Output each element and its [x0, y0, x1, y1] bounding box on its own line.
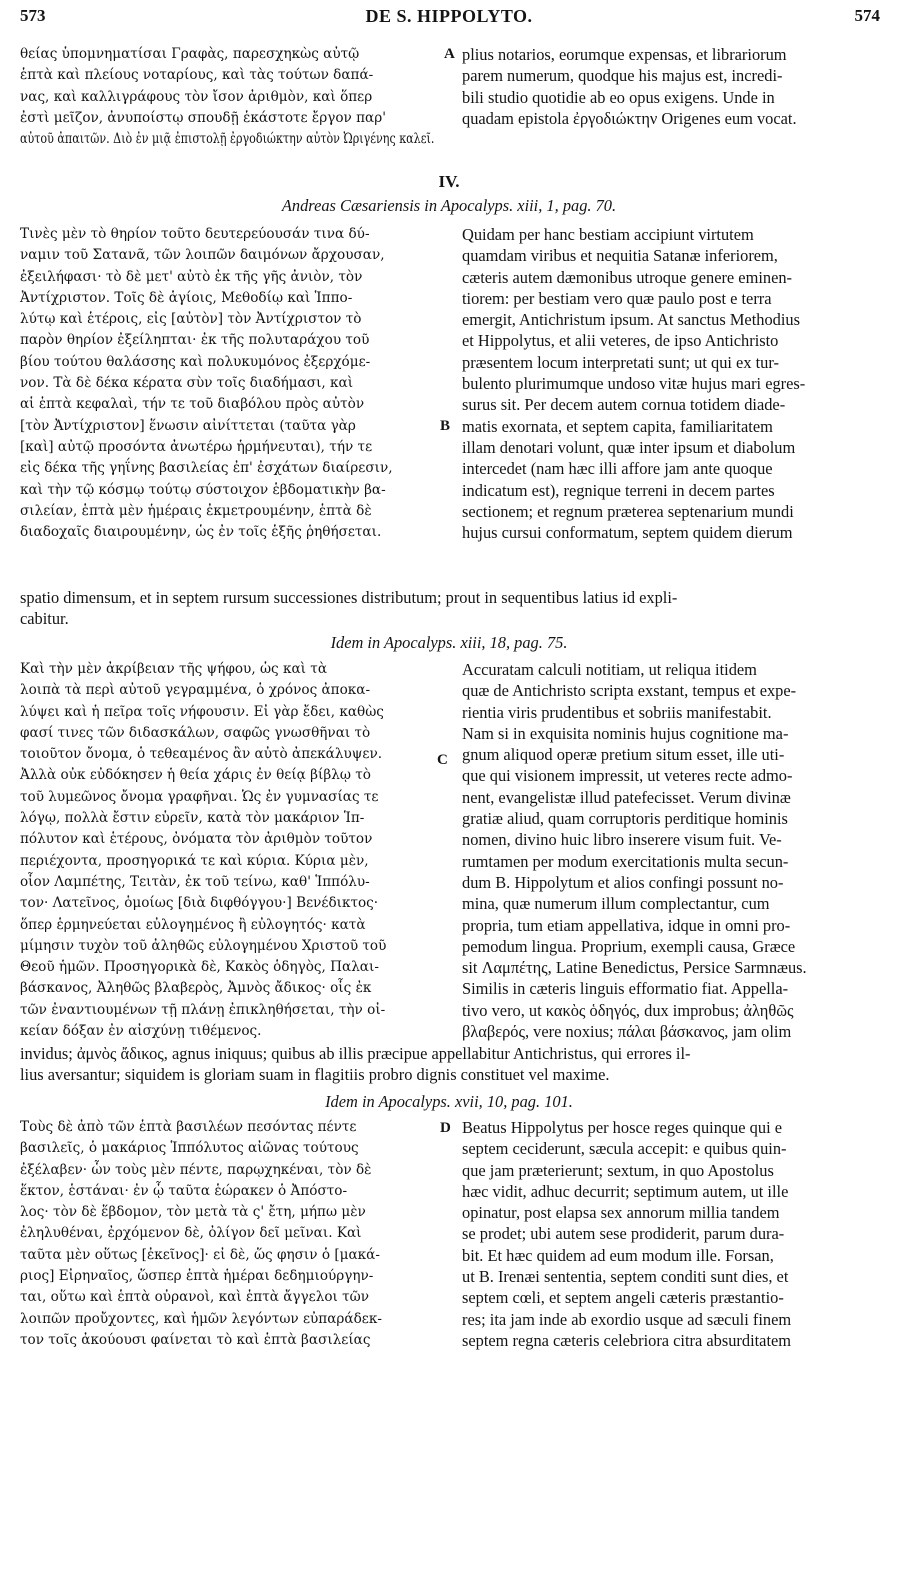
margin-letter-c: C — [437, 752, 448, 768]
greek-text-line: Θεοῦ ἡμῶν. Προσηγορικὰ δὲ, Κακὸς ὁδηγὸς, Παλαι- — [20, 959, 379, 976]
greek-text-line: [καὶ] αὐτῷ προσόντα ἀνωτέρω ἡρμήνευται), τήν τε — [20, 438, 373, 455]
section2-greek-column — [20, 224, 393, 543]
full-width-text-line: invidus; ἀμνὸς ἄδικος, agnus iniquus; quibus ab illis præcipue appellabitur Antichristus, qui errores il- — [20, 1044, 691, 1063]
latin-text-line: plius notarios, eorumque expensas, et librariorum — [462, 45, 787, 64]
latin-text-line: præsentem locum interpretati sunt; ut qui ex tur- — [462, 352, 779, 372]
greek-text-line: τον· Λατεῖνος, ὁμοίως [διὰ διφθόγγου·] Βενέδικτος· — [20, 895, 379, 912]
greek-text-line: Καὶ τὴν μὲν ἀκρίβειαν τῆς ψήφου, ὡς καὶ τὰ — [20, 661, 328, 677]
section3-latin-column — [462, 659, 807, 1042]
greek-text-line: λοιπὰ τὰ περὶ αὐτοῦ γεγραμμένα, ὁ χρόνος ἀποκα- — [20, 682, 371, 699]
greek-text-line: Τινὲς μὲν τὸ θηρίον τοῦτο δευτερεύουσάν τινα δύ- — [20, 226, 370, 242]
latin-text-line: bulento plurimumque undoso vitæ hujus mari egres- — [462, 374, 806, 394]
latin-text-line: rientia viris prudentibus et sobriis manifestabit. — [462, 702, 772, 722]
greek-text-line: βασιλεῖς, ὁ μακάριος Ἱππόλυτος αἰῶνας τούτους — [20, 1140, 359, 1157]
greek-text-line: οἷον Λαμπέτης, Τειτὰν, ἐκ τοῦ τείνω, καθ' Ἱππόλυ- — [20, 873, 370, 890]
greek-text-line: περιέχοντα, προσηγορικά τε καὶ κύρια. Κύρια μὲν, — [20, 852, 369, 869]
greek-text-line: τῶν ἐναντιουμένων τῇ πλάνῃ ἐπικληθήσεται, τὴν οἰ- — [20, 1001, 386, 1018]
greek-text-line: Ἀντίχριστον. Τοῖς δὲ ἁγίοις, Μεθοδίῳ καὶ Ἱππο- — [20, 289, 353, 306]
latin-text-line: Quidam per hanc bestiam accipiunt virtutem — [462, 225, 754, 244]
section2-latin-column — [462, 224, 805, 543]
latin-text-line: propria, tum etiam appellativa, idque in omni pro- — [462, 915, 791, 935]
greek-text-line: νον. Τὰ δὲ δέκα κέρατα σὺν τοῖς διαδήμασι, καὶ — [20, 375, 354, 392]
greek-text-line: πόλυτον καὶ ἑτέρους, ὀνόματα τὸν ἀριθμὸν τοῦτον — [20, 831, 373, 848]
greek-text-line: λος· τὸν δὲ ἕβδομον, τὸν μετὰ τὰ ς' ἔτη, μήπω μὲν — [20, 1204, 366, 1221]
full-width-text-line: cabitur. — [20, 609, 69, 629]
greek-text-line: [τὸν Ἀντίχριστον] ἕνωσιν αἰνίττεται (ταῦτα γὰρ — [20, 417, 356, 434]
latin-text-line: que jam præterierunt; sextum, in quo Apostolus — [462, 1160, 774, 1180]
latin-text-line: surus sit. Per decem autem cornua totidem diade- — [462, 395, 786, 415]
latin-text-line: Beatus Hippolytus per hosce reges quinque qui e — [462, 1118, 783, 1137]
greek-text-line: ὅπερ ἑρμηνεύεται εὐλογημένος ἢ εὐλογητός· κατὰ — [20, 916, 366, 933]
greek-text-line: φασί τινες τῶν διδασκάλων, σαφῶς γνωσθῆναι τὸ — [20, 724, 371, 741]
greek-text-line: ἑπτὰ καὶ πλείους νοταρίους, καὶ τὰς τούτων δαπά- — [20, 67, 374, 84]
greek-text-line: ἐξέλαβεν· ὧν τοὺς μὲν πέντε, παρῳχηκέναι, τὸν δὲ — [20, 1161, 372, 1178]
latin-text-line: Nam si in exquisita nominis hujus cognitione ma- — [462, 723, 789, 743]
latin-text-line: hæc vidit, adhuc decurrit; septimum autem, ut ille — [462, 1181, 789, 1201]
latin-text-line: tivo vero, ut κακὸς ὁδηγός, dux improbus; ἀληθῶς — [462, 1000, 794, 1020]
section3-source: Idem in Apocalyps. xiii, 18, pag. 75. — [330, 633, 568, 652]
latin-text-line: emergit, Antichristum ipsum. At sanctus Methodius — [462, 310, 800, 330]
latin-text-line: βλαβερός, vere noxius; πάλαι βάσκανος, jam olim — [462, 1022, 792, 1042]
latin-text-line: bili studio quotidie ab eo opus exigens. Unde in — [462, 87, 775, 107]
greek-text-line: κείαν δόξαν ἐν αἰσχύνῃ τιθέμενος. — [20, 1023, 262, 1040]
latin-text-line: quæ de Antichristo scripta exstant, tempus et expe- — [462, 681, 797, 701]
latin-text-line: intercedet (nam hæc illi affore jam ante quoque — [462, 459, 773, 479]
section1-latin-column — [462, 44, 797, 129]
greek-text-line: λοιπῶν προὔχοντες, καὶ ἡμῶν λεγόντων εὐπαράδεκ- — [20, 1310, 382, 1327]
greek-text-line: ται, οὕτω καὶ ἑπτὰ οὐρανοὶ, καὶ ἑπτὰ ἄγγελοι τῶν — [20, 1289, 370, 1306]
greek-text-line: ταῦτα μὲν οὕτως [ἐκεῖνος]· εἰ δὲ, ὥς φησιν ὁ [μακά- — [20, 1246, 380, 1263]
greek-text-line: εἰς δέκα τῆς γηΐνης βασιλείας ἐπ' ἐσχάτων διαίρεσιν, — [20, 460, 393, 477]
greek-text-line: τοιοῦτον ὄνομα, ὁ τεθεαμένος ἂν αὐτὸ ἀπεκάλυψεν. — [20, 746, 383, 763]
margin-letter-a: A — [444, 46, 455, 62]
section4-latin-column — [462, 1117, 791, 1351]
latin-text-line: parem numerum, quodque his majus est, incredi- — [462, 66, 783, 86]
greek-text-line: θείας ὑπομνηματίσαι Γραφὰς, παρεσχηκὼς αὐτῷ — [20, 46, 360, 62]
latin-text-line: nomen, divino huic libro inserere visum fuit. Ve- — [462, 830, 782, 850]
latin-text-line: sectionem; et regnum præterea septenarium mundi — [462, 501, 794, 521]
latin-text-line: dum B. Hippolytum et alios confingi possunt no- — [462, 872, 784, 892]
latin-text-line: opinatur, post elapsa sex annorum millia tandem — [462, 1203, 780, 1223]
section-numeral: IV. — [438, 172, 460, 191]
greek-text-line: καὶ τὴν τῷ κόσμῳ τούτῳ σύστοιχον ἑβδοματικὴν βα- — [20, 481, 386, 498]
section3-full-width-text — [20, 1043, 691, 1086]
greek-text-line: μίμησιν τυχὸν τοῦ ἀληθῶς εὐλογημένου Χριστοῦ τοῦ — [20, 937, 387, 954]
section3-greek-column — [20, 659, 386, 1042]
latin-text-line: se prodet; ubi autem sese prodiderit, parum dura- — [462, 1224, 785, 1244]
latin-text-line: gnum aliquod operæ pretium situm esset, ille uti- — [462, 745, 785, 765]
greek-text-line: βάσκανος, Ἀληθῶς βλαβερὸς, Ἀμνὸς ἄδικος· οἷς ἐκ — [20, 980, 372, 997]
latin-text-line: Accuratam calculi notitiam, ut reliqua itidem — [462, 660, 757, 679]
greek-text-line: αὐτοῦ ἀπαιτῶν. Διὸ ἐν μιᾷ ἐπιστολῇ ἐργοδιώκτην αὐτὸν Ὠριγένης καλεῖ. — [20, 131, 435, 148]
greek-text-line: τοῦ λυμεῶνος ὄνομα γραφῆναι. Ὡς ἐν γυμνασίας τε — [20, 788, 379, 805]
latin-text-line: bit. Et hæc quidem ad eum modum ille. Forsan, — [462, 1245, 774, 1265]
latin-text-line: et Hippolytus, et alii veteres, de ipso Antichristo — [462, 331, 779, 351]
right-page-number: 574 — [854, 6, 880, 25]
latin-text-line: Similis in cæteris linguis efformatio fiat. Appella- — [462, 979, 789, 999]
latin-text-line: indicatum est), regnique terreni in decem partes — [462, 480, 775, 500]
greek-text-line: νας, καὶ καλλιγράφους τὸν ἴσον ἀριθμὸν, καὶ ὅπερ — [20, 88, 373, 105]
section2-source: Andreas Cæsariensis in Apocalyps. xiii, 1, pag. 70. — [281, 196, 617, 215]
greek-text-line: σιλείαν, ἑπτὰ μὲν ἡμέραις ἐκμετρουμένην, ἑπτὰ δὲ — [20, 502, 372, 519]
latin-text-line: tiorem: per bestiam vero quæ paulo post e terra — [462, 288, 772, 308]
greek-text-line: Ἀλλὰ οὐκ εὐδόκησεν ἡ θεία χάρις ἐν θείᾳ βίβλῳ τὸ — [20, 767, 371, 784]
latin-text-line: septem cœli, et septem angeli cæteris præstantio- — [462, 1288, 784, 1308]
greek-text-line: ἐστὶ μεῖζον, ἀνυποίστῳ σπουδῇ ἑκάστοτε ἔργον παρ' — [20, 109, 386, 126]
latin-text-line: quadam epistola ἐργοδιώκτην Origenes eum vocat. — [462, 108, 797, 128]
latin-text-line: nent, evangelistæ illud patefecisset. Verum divinæ — [462, 787, 791, 807]
running-title: DE S. HIPPOLYTO. — [365, 6, 533, 26]
greek-text-line: διαδοχαῖς διαιρουμένην, ὡς ἐν τοῖς ἑξῆς ῥηθήσεται. — [20, 524, 382, 541]
margin-letter-d: D — [440, 1120, 451, 1136]
latin-text-line: rumtamen per modum exercitationis multa secun- — [462, 851, 789, 871]
greek-text-line: τον τοῖς ἀκούουσι φαίνεται τὸ καὶ ἑπτὰ βασιλείας — [20, 1331, 371, 1348]
latin-text-line: gratiæ aliud, quam corruptoris perditique hominis — [462, 809, 788, 829]
latin-text-line: cæteris autem dæmonibus utroque genere eminen- — [462, 267, 792, 287]
latin-text-line: que qui visionem impressit, ut veteres recte admo- — [462, 766, 793, 786]
latin-text-line: res; ita jam inde ab exordio usque ad sæculi finem — [462, 1309, 792, 1329]
latin-text-line: pemodum lingua. Proprium, exempli causa, Græce — [462, 936, 796, 956]
greek-text-line: παρὸν θηρίον ἐξείληπται· ἐκ τῆς πολυταράχου τοῦ — [20, 332, 370, 349]
greek-text-line: ἐληλυθέναι, ἐρχόμενον δὲ, ὀλίγον δεῖ μεῖναι. Καὶ — [20, 1225, 362, 1242]
latin-text-line: septem ceciderunt, sæcula accepit: e quibus quin- — [462, 1139, 787, 1159]
greek-text-line: αἱ ἑπτὰ κεφαλαὶ, τήν τε τοῦ διαβόλου πρὸς αὐτὸν — [20, 396, 365, 413]
greek-text-line: Τοὺς δὲ ἀπὸ τῶν ἑπτὰ βασιλέων πεσόντας πέντε — [20, 1119, 357, 1135]
full-width-text-line: lius aversantur; siquidem is gloriam suam in flagitiis probro dignis constituet vel maxime. — [20, 1065, 610, 1085]
latin-text-line: quamdam viribus et nequitia Satanæ inferiorem, — [462, 246, 778, 266]
greek-text-line: βίου τούτου θαλάσσης καὶ πολυκυμόνος ἐξερχόμε- — [20, 353, 371, 370]
latin-text-line: illam denotari volunt, quæ inter ipsum et diabolum — [462, 437, 796, 457]
greek-text-line: ναμιν τοῦ Σατανᾶ, τῶν λοιπῶν δαιμόνων ἄρχουσαν, — [20, 247, 385, 264]
section4-source: Idem in Apocalyps. xvii, 10, pag. 101. — [325, 1092, 573, 1111]
margin-letter-b: B — [440, 418, 451, 434]
left-page-number: 573 — [20, 6, 46, 25]
latin-text-line: matis exornata, et septem capita, familiaritatem — [462, 416, 773, 436]
section2-full-width-text — [20, 587, 677, 630]
full-width-text-line: spatio dimensum, et in septem rursum successiones distributum; prout in sequentibus latius id expli- — [20, 588, 678, 607]
greek-text-line: λύψει καὶ ἡ πεῖρα τοῖς νήφουσιν. Εἰ γὰρ ἔδει, καθὼς — [20, 703, 384, 720]
greek-text-line: λόγῳ, πολλὰ ἔστιν εὑρεῖν, κατὰ τὸν μακάριον Ἱπ- — [20, 810, 365, 827]
latin-text-line: hujus cursui conformatum, septem quidem dierum — [462, 523, 793, 543]
latin-text-line: ut B. Irenæi sententia, septem conditi sunt dies, et — [462, 1267, 789, 1287]
latin-text-line: sit Λαμπέτης, Latine Benedictus, Persice Sarmnæus. — [462, 958, 807, 978]
greek-text-line: λύτῳ καὶ ἑτέροις, εἰς [αὐτὸν] τὸν Ἀντίχριστον τὸ — [20, 311, 362, 328]
greek-text-line: ἕκτον, ἑστάναι· ἐν ᾧ ταῦτα ἑώρακεν ὁ Ἀπόστο- — [20, 1182, 348, 1199]
latin-text-line: septem regna cæteris celebriora citra absurditatem — [462, 1330, 792, 1350]
latin-text-line: mina, quæ numerum illum complectantur, cum — [462, 894, 770, 914]
greek-text-line: ἐξειλήφασι· τὸ δὲ μετ' αὐτὸ ἐκ τῆς γῆς ἀνιὸν, τὸν — [20, 268, 363, 285]
section4-greek-column — [20, 1117, 382, 1351]
greek-text-line: ριος] Εἰρηναῖος, ὥσπερ ἑπτὰ ἡμέραι δεδημιούργην- — [20, 1268, 374, 1285]
